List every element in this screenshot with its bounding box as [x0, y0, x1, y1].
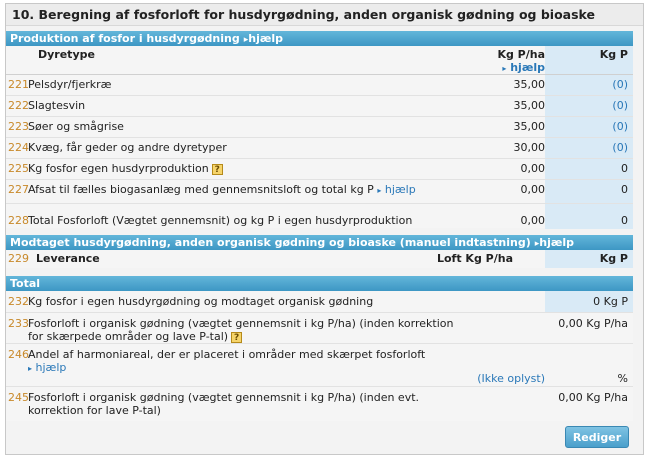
row-kg-p-ha: 30,00	[513, 141, 545, 154]
row-number: 224	[8, 141, 29, 154]
section-received-header	[6, 235, 633, 250]
row-kg-p-ha: 0,00	[520, 162, 545, 175]
table-row	[6, 387, 633, 419]
table-row	[6, 138, 633, 159]
biogas-help-link[interactable]: ▸ hjælp	[377, 183, 416, 196]
section-production-header	[6, 31, 633, 46]
row-value: 0,00 Kg P/ha	[558, 391, 628, 404]
table-row	[6, 75, 633, 96]
row-number: 223	[8, 120, 29, 133]
total-table	[6, 291, 633, 421]
table-row	[6, 96, 633, 117]
row-kg-p: 0	[545, 180, 633, 203]
row-label: Andel af harmoniareal, der er placeret i områder med skærpet fosforloft ▸ hjælp	[28, 348, 426, 374]
section-total-title: Total	[10, 277, 41, 290]
caret-right-icon: ▸	[243, 35, 249, 45]
row-number: 232	[8, 295, 29, 308]
caret-right-icon: ▸	[28, 364, 33, 373]
section-total-header	[6, 276, 633, 291]
row-number: 221	[8, 78, 29, 91]
panel-title: 10. Beregning af fosforloft for husdyrgødning, anden organisk gødning og bioaske	[6, 4, 643, 26]
row-kg-p	[545, 96, 633, 116]
row-kg-p	[545, 138, 633, 158]
row-label: Total Fosforloft (Vægtet gennemsnit) og kg P i egen husdyrproduktion	[28, 214, 413, 227]
col-dyretype: Dyretype	[38, 48, 95, 61]
col-kg-p-ha: Kg P/ha ▸ hjælp	[465, 48, 545, 74]
caret-right-icon: ▸	[502, 64, 507, 73]
received-table	[6, 250, 633, 268]
row-kg-p: 0	[545, 204, 633, 229]
table-row	[6, 117, 633, 138]
question-mark-icon[interactable]: ?	[212, 164, 223, 175]
row-value: 0,00 Kg P/ha	[558, 317, 628, 330]
received-column-header	[6, 250, 633, 268]
row-number: 245	[8, 391, 29, 404]
row-kg-p	[545, 117, 633, 137]
row-kg-p-link[interactable]: (0)	[612, 141, 628, 154]
production-column-header	[6, 46, 633, 75]
row-label: Kg fosfor egen husdyrproduktion ?	[28, 162, 223, 175]
row-kg-p-link[interactable]: (0)	[612, 78, 628, 91]
row-number: 225	[8, 162, 29, 175]
col-leverance: Leverance	[36, 252, 100, 265]
table-row	[6, 204, 633, 229]
col-kg-p: Kg P	[545, 250, 633, 268]
question-mark-icon[interactable]: ?	[231, 332, 242, 343]
percent-unit: %	[617, 372, 628, 385]
caret-right-icon: ▸	[377, 186, 382, 195]
kg-p-ha-help-link[interactable]: ▸ hjælp	[502, 61, 545, 74]
row-label: Afsat til fælles biogasanlæg med gennemsnitsloft og total kg P ▸ hjælp	[28, 183, 416, 196]
harmoniareal-help-link[interactable]: ▸ hjælp	[28, 361, 67, 374]
received-help-link[interactable]: ▸hjælp	[534, 236, 575, 249]
section-received-title: Modtaget husdyrgødning, anden organisk gødning og bioaske (manuel indtastning)	[10, 236, 531, 249]
row-kg-p: 0	[545, 159, 633, 179]
row-kg-p	[545, 75, 633, 95]
row-kg-p-link[interactable]: (0)	[612, 120, 628, 133]
row-kg-p-ha: 35,00	[513, 120, 545, 133]
production-table	[6, 46, 633, 228]
row-label: Fosforloft i organisk gødning (vægtet gennemsnit i kg P/ha) (inden korrektion for skærpede områder og lave P-tal) ?	[28, 317, 454, 343]
col-loft-kg-p-ha: Loft Kg P/ha	[436, 252, 513, 265]
table-row	[6, 180, 633, 204]
row-number: 228	[8, 214, 29, 227]
row-number: 246	[8, 348, 29, 361]
section-production-title: Produktion af fosfor i husdyrgødning	[10, 32, 240, 45]
production-help-link[interactable]: ▸hjælp	[243, 32, 284, 45]
row-kg-p-ha: 0,00	[520, 214, 545, 227]
row-kg-p-ha: 35,00	[513, 78, 545, 91]
row-kg-p-ha: 0,00	[520, 183, 545, 196]
row-number: 227	[8, 183, 29, 196]
row-number: 222	[8, 99, 29, 112]
row-label: Kvæg, får geder og andre dyretyper	[28, 141, 227, 154]
row-kg-p-link[interactable]: (0)	[612, 99, 628, 112]
row-number: 233	[8, 317, 29, 330]
caret-right-icon: ▸	[534, 239, 540, 249]
table-row	[6, 313, 633, 344]
table-row	[6, 159, 633, 180]
row-number: 229	[8, 252, 29, 265]
row-label: Kg fosfor i egen husdyrgødning og modtaget organisk gødning	[28, 295, 374, 308]
ikke-oplyst-link[interactable]: (Ikke oplyst)	[477, 372, 545, 385]
row-label: Slagtesvin	[28, 99, 86, 112]
row-label: Søer og smågrise	[28, 120, 124, 133]
row-kg-p-ha: 35,00	[513, 99, 545, 112]
row-label: Fosforloft i organisk gødning (vægtet gennemsnit i kg P/ha) (inden evt. korrektion for lave P-tal)	[28, 391, 420, 417]
table-row	[6, 291, 633, 313]
row-label: Pelsdyr/fjerkræ	[28, 78, 112, 91]
row-kg-p: 0 Kg P	[545, 291, 633, 312]
rediger-button[interactable]: Rediger	[565, 426, 629, 448]
col-kg-p: Kg P	[545, 46, 633, 74]
table-row	[6, 344, 633, 387]
